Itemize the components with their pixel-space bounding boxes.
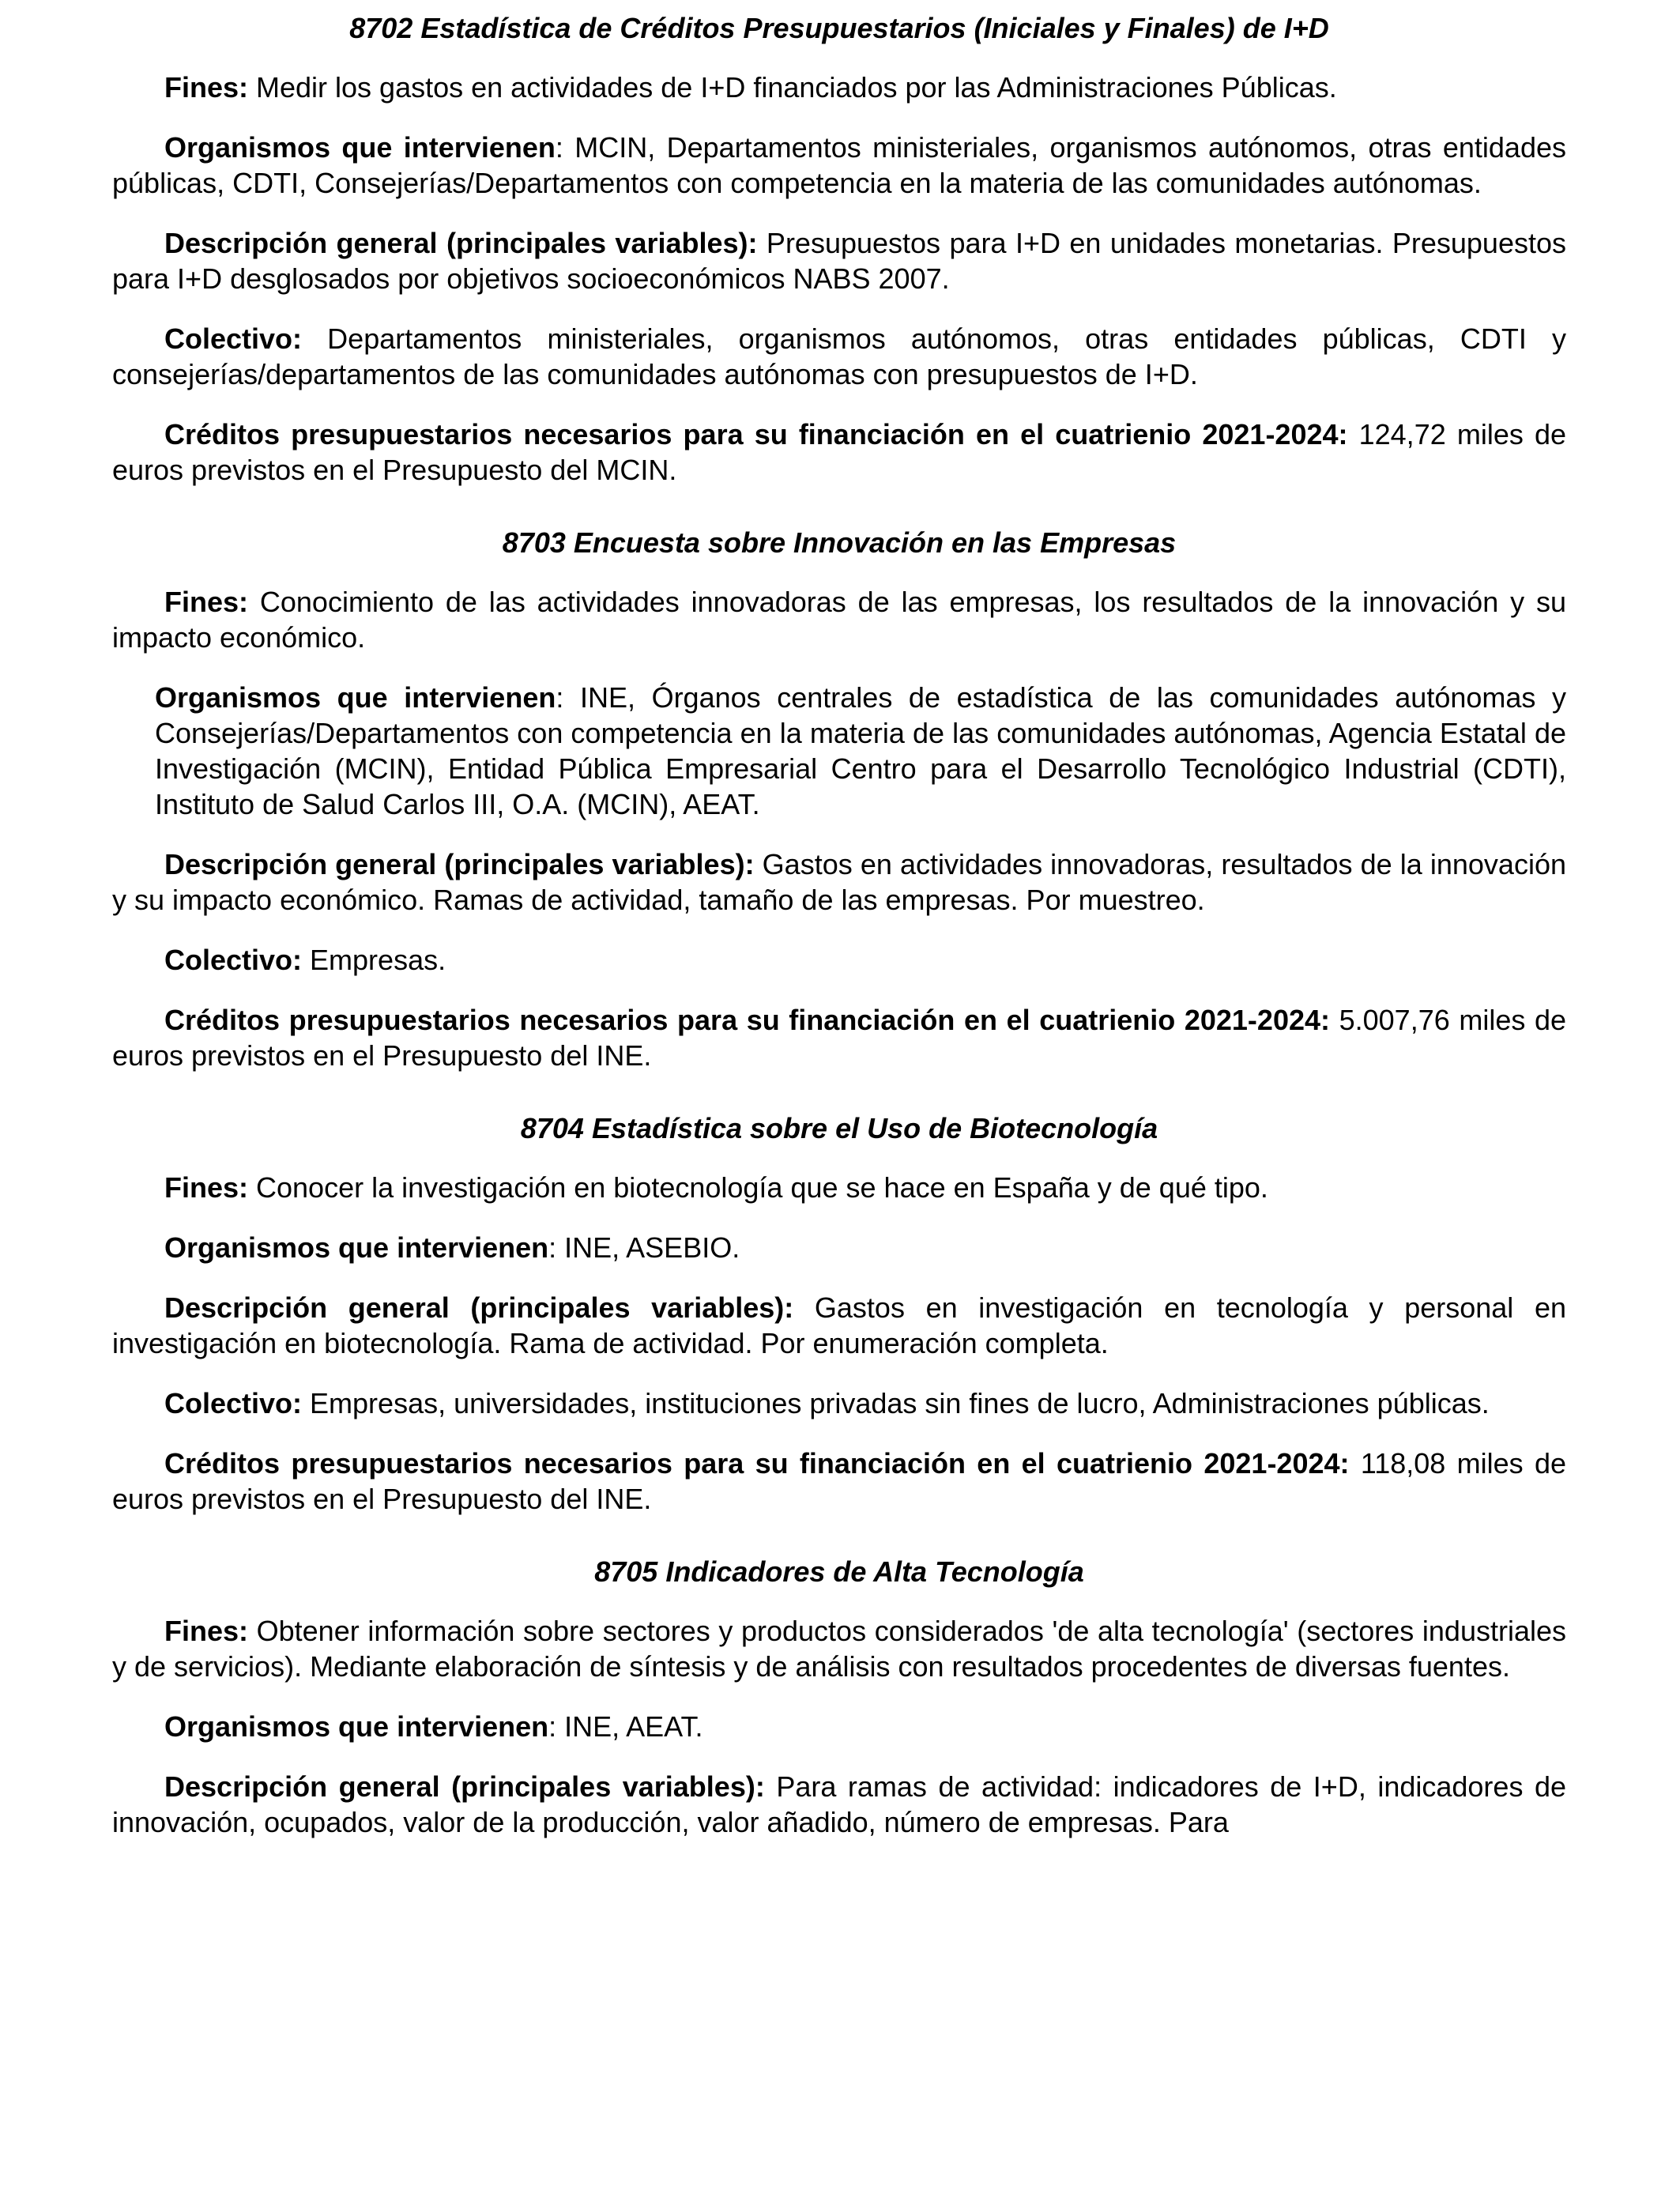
field-text: Empresas, universidades, instituciones privadas sin fines de lucro, Administraciones públicas. [302,1387,1490,1419]
colectivo-paragraph [112,1385,1566,1421]
section-8702 [112,11,1566,488]
section-8704 [112,1111,1566,1517]
field-text: 124,72 miles de euros previstos en el Presupuesto del MCIN. [112,418,1566,486]
fines-paragraph [112,1170,1566,1205]
field-label: Colectivo: [164,1387,303,1419]
section-title: 8705 Indicadores de Alta Tecnología [594,1555,1084,1588]
organismos-paragraph [112,130,1566,201]
field-text: Conocimiento de las actividades innovadoras de las empresas, los resultados de la innovación y su impacto económico. [112,586,1566,654]
field-label: Descripción general (principales variables): [164,1770,765,1803]
creditos-paragraph [112,1002,1566,1073]
field-text: Medir los gastos en actividades de I+D financiados por las Administraciones Públicas. [248,71,1337,104]
field-label: Créditos presupuestarios necesarios para su financiación en el cuatrienio 2021-2024: [164,1004,1330,1036]
field-label: Colectivo: [164,322,303,355]
field-label: Fines: [164,586,249,618]
colectivo-paragraph [112,942,1566,978]
field-text: Para ramas de actividad: indicadores de I+D, indicadores de innovación, ocupados, valor de la producción, valor añadido, número de empresas. Para [112,1770,1567,1838]
field-text: 118,08 miles de euros previstos en el Presupuesto del INE. [112,1447,1566,1515]
organismos-paragraph [112,1230,1566,1265]
organismos-paragraph [112,680,1566,822]
field-text: Gastos en investigación en tecnología y personal en investigación en biotecnología. Rama de actividad. Por enumeración completa. [112,1291,1567,1359]
descripcion-paragraph [112,225,1566,296]
field-text: : INE, AEAT. [548,1710,703,1743]
descripcion-paragraph [112,1290,1566,1361]
field-text: : INE, ASEBIO. [548,1231,740,1264]
section-8705 [112,1555,1566,1840]
field-text: 5.007,76 miles de euros previstos en el Presupuesto del INE. [112,1004,1566,1072]
section-title: 8703 Encuesta sobre Innovación en las Empresas [502,526,1177,559]
section-title: 8704 Estadística sobre el Uso de Biotecnología [520,1112,1158,1144]
section-8703 [112,526,1566,1073]
descripcion-paragraph [112,1769,1566,1840]
descripcion-paragraph [112,846,1566,918]
field-label: Organismos que intervienen [164,1710,549,1743]
organismos-paragraph [112,1709,1566,1744]
field-text: : MCIN, Departamentos ministeriales, organismos autónomos, otras entidades públicas, CDTI, Consejerías/Departamentos con competencia en la materia de las comunidades autónomas. [112,131,1566,199]
field-text: Presupuestos para I+D en unidades monetarias. Presupuestos para I+D desglosados por objetivos socioeconómicos NABS 2007. [112,227,1566,295]
field-label: Organismos que intervienen [164,1231,549,1264]
field-label: Organismos que intervienen [164,131,556,164]
field-label: Fines: [164,1171,249,1204]
field-text: Gastos en actividades innovadoras, resultados de la innovación y su impacto económico. Ramas de actividad, tamaño de las empresas. Por muestreo. [112,848,1566,916]
field-label: Colectivo: [164,944,303,976]
field-label: Créditos presupuestarios necesarios para su financiación en el cuatrienio 2021-2024: [164,1447,1350,1480]
field-text: Departamentos ministeriales, organismos autónomos, otras entidades públicas, CDTI y consejerías/departamentos de las comunidades autónomas con presupuestos de I+D. [112,322,1566,390]
field-text: Obtener información sobre sectores y productos considerados 'de alta tecnología' (sectores industriales y de servicios). Mediante elaboración de síntesis y de análisis con resultados procedentes de diversas fuentes. [112,1615,1566,1683]
field-text: Conocer la investigación en biotecnología que se hace en España y de qué tipo. [248,1171,1268,1204]
creditos-paragraph [112,417,1566,488]
field-label: Fines: [164,71,249,104]
field-label: Créditos presupuestarios necesarios para su financiación en el cuatrienio 2021-2024: [164,418,1348,450]
fines-paragraph [112,1613,1566,1684]
field-label: Descripción general (principales variables): [164,227,758,259]
creditos-paragraph [112,1446,1566,1517]
field-text: : INE, Órganos centrales de estadística de las comunidades autónomas y Consejerías/Departamentos con competencia en la materia de las comunidades autónomas, Agencia Estatal de Investigación (MCIN), Entidad Pública Empresarial Centro para el Desarrollo Tecnológico Industrial (CDTI), Instituto de Salud Carlos III, O.A. (MCIN), AEAT. [155,681,1567,820]
fines-paragraph [112,584,1566,655]
document-page [112,11,1566,1864]
field-label: Organismos que intervienen [155,681,556,714]
section-title: 8702 Estadística de Créditos Presupuestarios (Iniciales y Finales) de I+D [349,12,1329,44]
fines-paragraph [112,70,1566,105]
field-label: Fines: [164,1615,249,1647]
field-text: Empresas. [302,944,446,976]
field-label: Descripción general (principales variables): [164,848,755,880]
field-label: Descripción general (principales variables): [164,1291,794,1324]
colectivo-paragraph [112,321,1566,392]
